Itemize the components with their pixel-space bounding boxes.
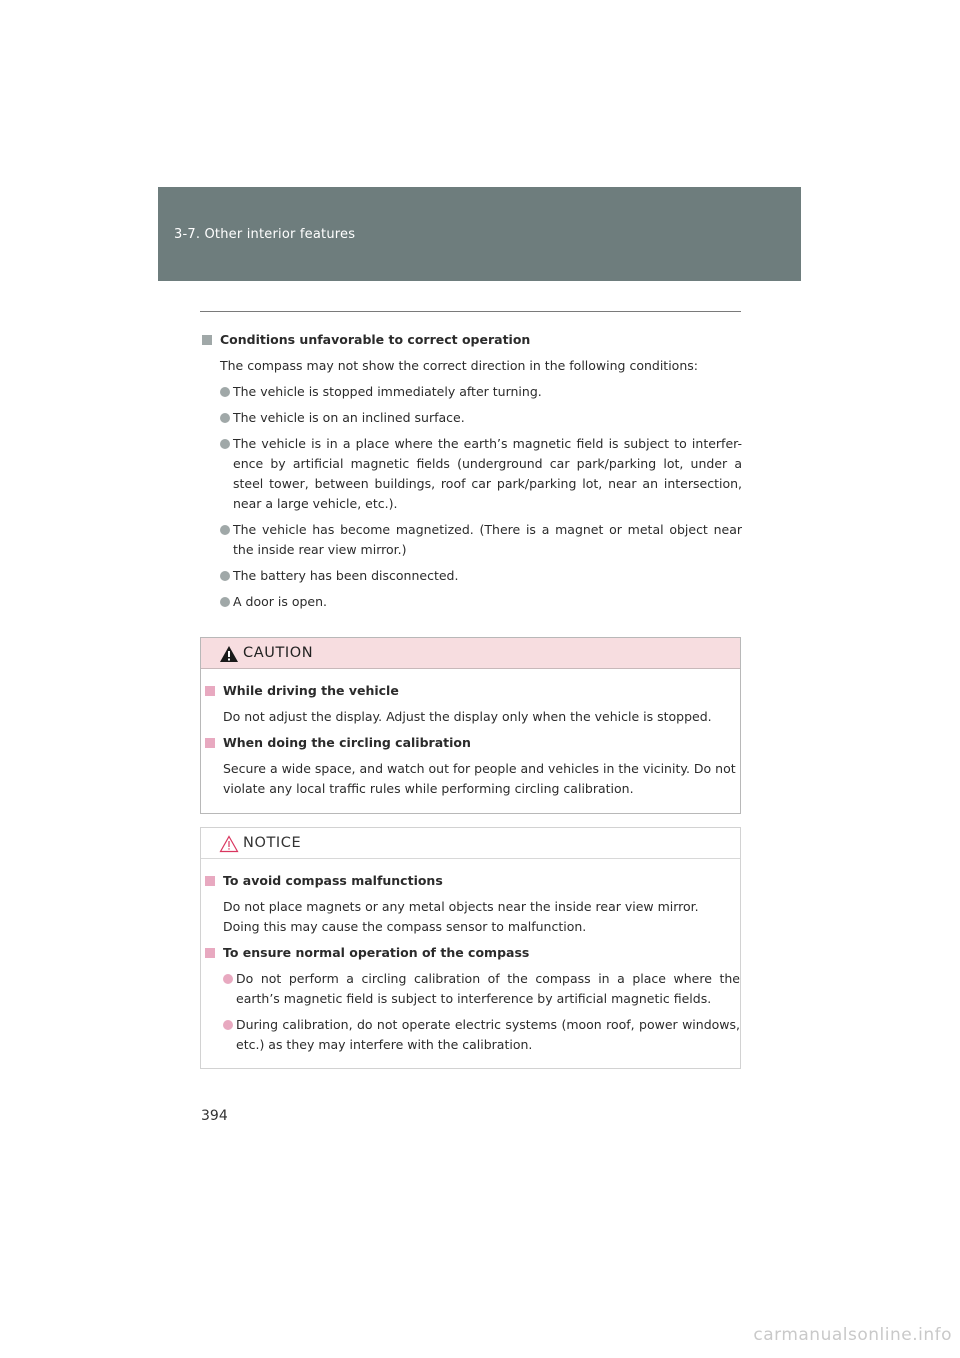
conditions-intro: The compass may not show the correct direction in the following conditions:	[220, 358, 698, 373]
round-bullet-icon	[220, 525, 230, 535]
round-bullet-icon	[220, 439, 230, 449]
caution-body	[201, 669, 740, 799]
list-item: During calibration, do not operate electric systems (moon roof, power windows, etc.) as they may interfere with the calibration.	[205, 1015, 740, 1055]
conditions-heading: Conditions unfavorable to correct operation	[202, 330, 742, 350]
round-bullet-icon	[223, 1020, 233, 1030]
notice-item-text: Do not place magnets or any metal objects near the inside rear view mirror. Doing this may cause the compass sensor to malfunction.	[223, 899, 699, 934]
round-bullet-icon	[220, 387, 230, 397]
round-bullet-icon	[220, 571, 230, 581]
caution-item-heading: When doing the circling calibration	[205, 733, 740, 753]
caution-item-heading: While driving the vehicle	[205, 681, 740, 701]
notice-title: NOTICE	[243, 835, 302, 851]
section-header-bar	[158, 187, 801, 281]
list-item: The vehicle is in a place where the earth’s magnetic field is subject to interfer-ence by artificial magnetic fields (underground car park/parking lot, under a steel tower, between buildings, roof car park/parking lot, near an intersection, near a large vehicle, etc.).	[202, 434, 742, 514]
list-item: A door is open.	[202, 592, 742, 612]
main-content	[202, 330, 742, 612]
caution-item-text: Secure a wide space, and watch out for people and vehicles in the vicinity. Do not violate any local traffic rules while performing circling calibration.	[223, 761, 736, 796]
section-title: 3-7. Other interior features	[174, 227, 356, 242]
list-item: The battery has been disconnected.	[202, 566, 742, 586]
list-item: The vehicle is stopped immediately after turning.	[202, 382, 742, 402]
page-number: 394	[201, 1108, 228, 1124]
notice-item-heading: To ensure normal operation of the compass	[205, 943, 740, 963]
watermark: carmanualsonline.info	[753, 1325, 952, 1345]
caution-box	[200, 637, 741, 814]
round-bullet-icon	[223, 974, 233, 984]
caution-title: CAUTION	[243, 645, 314, 661]
square-bullet-icon	[205, 876, 215, 886]
caution-item-text: Do not adjust the display. Adjust the display only when the vehicle is stopped.	[223, 709, 712, 724]
notice-item-heading: To avoid compass malfunctions	[205, 871, 740, 891]
round-bullet-icon	[220, 413, 230, 423]
list-item: The vehicle has become magnetized. (There is a magnet or metal object near the inside rear view mirror.)	[202, 520, 742, 560]
divider	[200, 311, 741, 312]
caution-header	[201, 638, 740, 669]
notice-body	[201, 859, 740, 1055]
notice-header	[201, 828, 740, 859]
square-bullet-icon	[205, 738, 215, 748]
list-item: Do not perform a circling calibration of the compass in a place where the earth’s magnetic field is subject to interference by artificial magnetic fields.	[205, 969, 740, 1009]
notice-box	[200, 827, 741, 1069]
square-bullet-icon	[205, 686, 215, 696]
round-bullet-icon	[220, 597, 230, 607]
warning-outline-icon	[219, 835, 239, 853]
square-bullet-icon	[205, 948, 215, 958]
warning-icon	[219, 645, 239, 663]
square-bullet-icon	[202, 335, 212, 345]
list-item: The vehicle is on an inclined surface.	[202, 408, 742, 428]
